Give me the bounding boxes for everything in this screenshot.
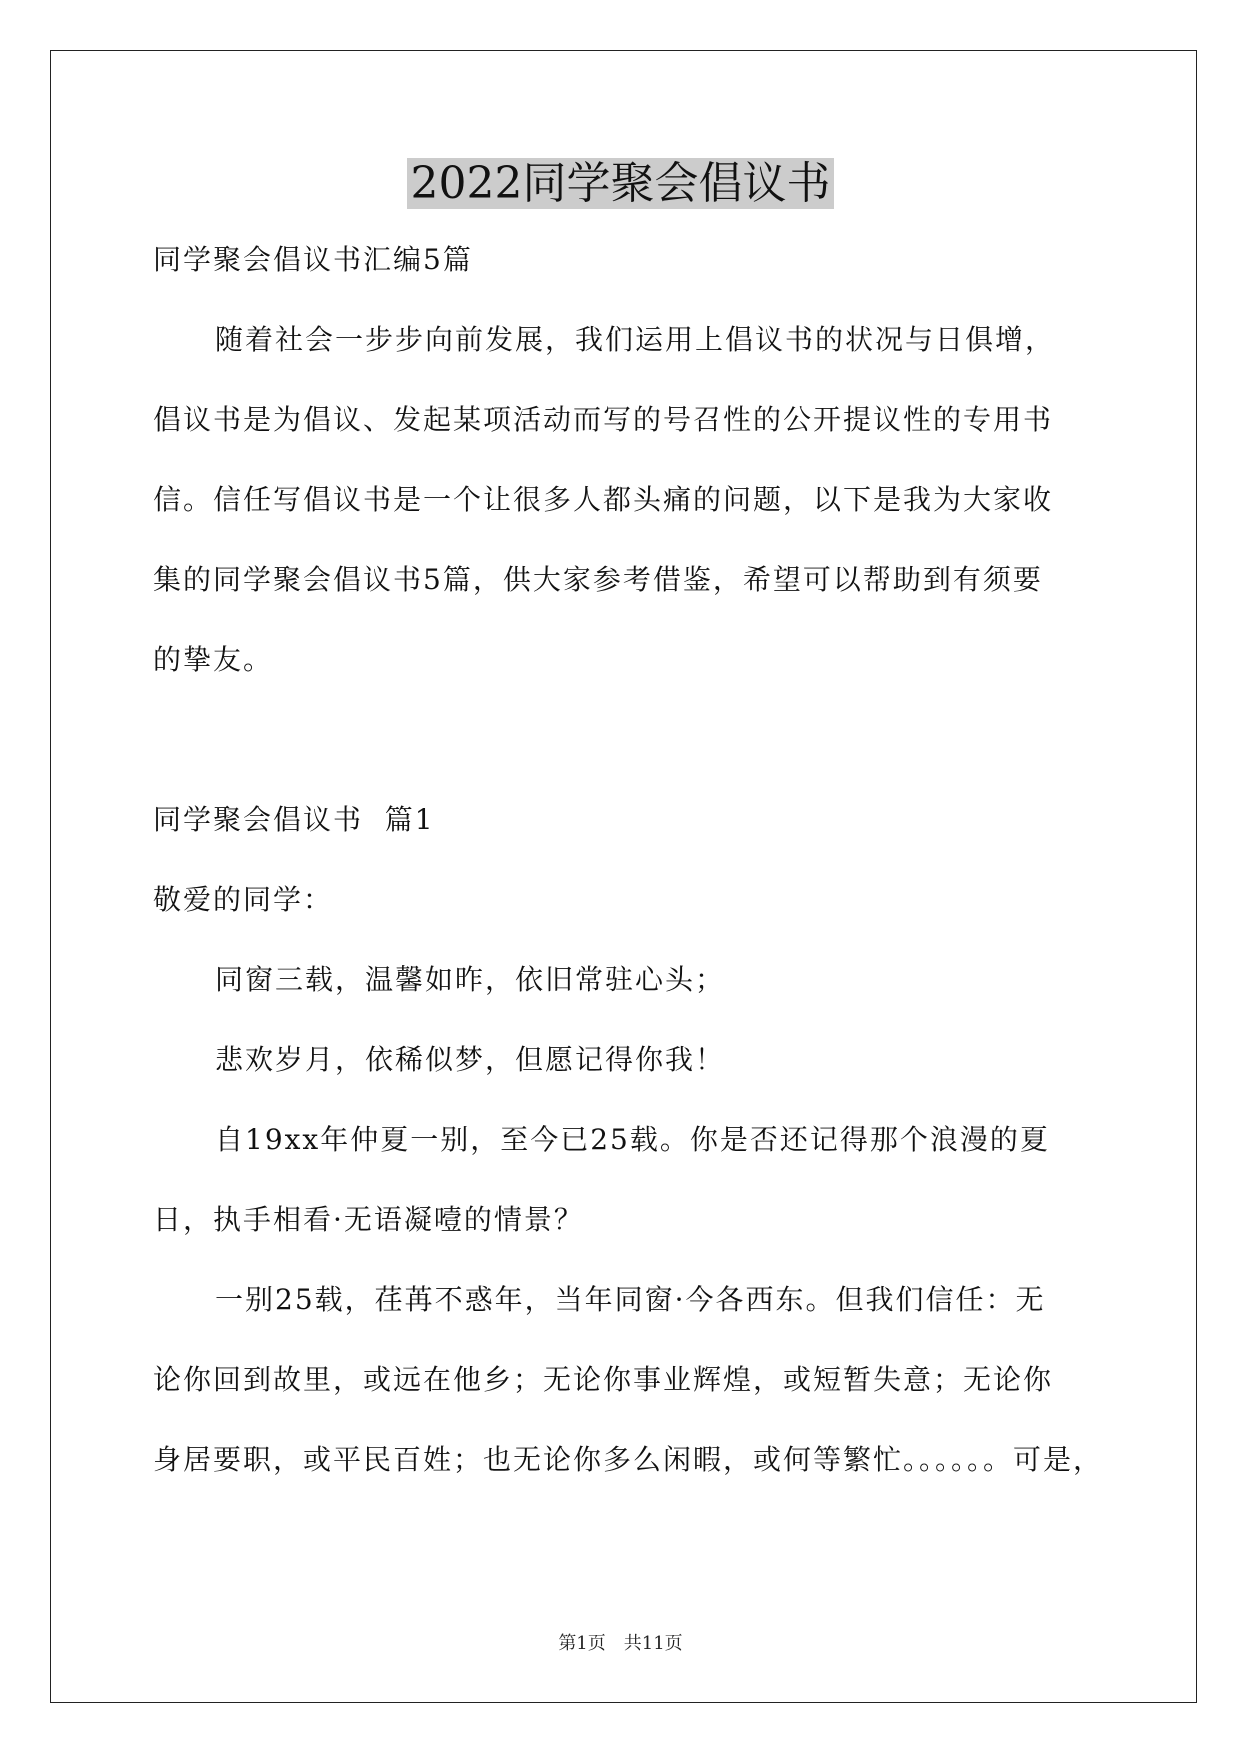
document-title [0, 156, 1241, 212]
document-title-text: 2022同学聚会倡议书 [407, 158, 835, 209]
intro-line-2: 倡议书是为倡议、发起某项活动而写的号召性的公开提议性的专用书 [153, 403, 1054, 436]
intro-line-5: 的挚友。 [153, 643, 274, 676]
page-number: 第1页 共11页 [558, 1633, 683, 1654]
intro-line-1: 随着社会一步步向前发展，我们运用上倡议书的状况与日俱增， [215, 323, 1056, 356]
body-line-4: 日，执手相看·无语凝噎的情景？ [153, 1203, 584, 1236]
body-line-3: 自19xx年仲夏一别，至今已25载。你是否还记得那个浪漫的夏 [215, 1123, 1050, 1156]
body-line-2: 悲欢岁月，依稀似梦，但愿记得你我！ [215, 1043, 726, 1076]
intro-line-3: 信。信任写倡议书是一个让很多人都头痛的问题，以下是我为大家收 [153, 483, 1054, 516]
document-body [153, 238, 1104, 1518]
document-subtitle: 同学聚会倡议书汇编5篇 [153, 243, 473, 276]
body-line-6: 论你回到故里，或远在他乡；无论你事业辉煌，或短暂失意；无论你 [153, 1363, 1054, 1396]
salutation: 敬爱的同学： [153, 883, 334, 916]
section-gap [153, 718, 1093, 798]
body-line-1: 同窗三载，温馨如昨，依旧常驻心头； [215, 963, 726, 996]
body-line-5: 一别25载，荏苒不惑年，当年同窗·今各西东。但我们信任：无 [215, 1283, 1046, 1316]
intro-line-4: 集的同学聚会倡议书5篇，供大家参考借鉴，希望可以帮助到有须要 [153, 563, 1043, 596]
page-footer [0, 1632, 1241, 1656]
body-line-7: 身居要职，或平民百姓；也无论你多么闲暇，或何等繁忙。。。。。。可是， [153, 1443, 1104, 1476]
section-heading: 同学聚会倡议书 篇1 [153, 803, 435, 836]
